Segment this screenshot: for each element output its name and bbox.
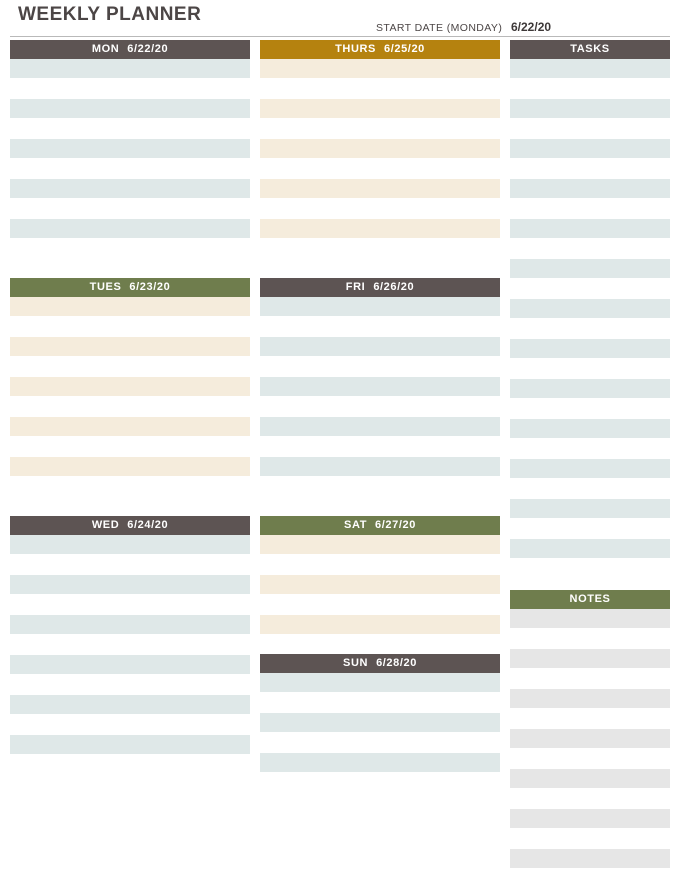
- row-group-wed: [10, 535, 250, 774]
- entry-row[interactable]: [10, 219, 250, 239]
- column-left: [10, 40, 250, 774]
- entry-row[interactable]: [260, 377, 500, 397]
- entry-row[interactable]: [10, 595, 250, 615]
- block-label: WED: [91, 519, 120, 531]
- entry-row[interactable]: [260, 59, 500, 79]
- entry-row[interactable]: [510, 419, 670, 439]
- entry-row[interactable]: [260, 357, 500, 377]
- entry-row[interactable]: [260, 773, 500, 792]
- block-date: 6/23/20: [129, 281, 171, 293]
- entry-row[interactable]: [260, 753, 500, 773]
- entry-row[interactable]: [510, 809, 670, 829]
- entry-row[interactable]: [260, 535, 500, 555]
- block-date: 6/25/20: [383, 43, 425, 55]
- entry-row[interactable]: [260, 457, 500, 477]
- entry-row[interactable]: [510, 729, 670, 749]
- entry-row[interactable]: [260, 317, 500, 337]
- entry-row[interactable]: [510, 359, 670, 379]
- column-middle: [260, 40, 500, 792]
- entry-row[interactable]: [10, 655, 250, 675]
- block-label: SUN: [343, 657, 369, 669]
- entry-row[interactable]: [510, 339, 670, 359]
- entry-row[interactable]: [510, 219, 670, 239]
- block-header-notes: [510, 590, 670, 609]
- entry-row[interactable]: [260, 575, 500, 595]
- block-sat: [260, 516, 500, 654]
- block-fri: [260, 278, 500, 516]
- entry-row[interactable]: [510, 629, 670, 649]
- entry-row[interactable]: [510, 179, 670, 199]
- entry-row[interactable]: [510, 479, 670, 499]
- entry-row[interactable]: [10, 199, 250, 219]
- entry-row[interactable]: [260, 179, 500, 199]
- entry-row[interactable]: [260, 99, 500, 119]
- block-date: 6/28/20: [376, 657, 417, 669]
- start-date-value[interactable]: 6/22/20: [511, 20, 552, 34]
- column-right: [510, 40, 670, 888]
- block-spacer: [260, 258, 500, 278]
- block-header-fri: [260, 278, 500, 297]
- entry-row[interactable]: [510, 399, 670, 419]
- entry-row[interactable]: [10, 437, 250, 457]
- block-date: 6/26/20: [373, 281, 415, 293]
- entry-row[interactable]: [260, 119, 500, 139]
- entry-row[interactable]: [260, 239, 500, 258]
- entry-row[interactable]: [510, 279, 670, 299]
- entry-row[interactable]: [10, 297, 250, 317]
- entry-row[interactable]: [10, 457, 250, 477]
- entry-row[interactable]: [10, 337, 250, 357]
- entry-row[interactable]: [510, 609, 670, 629]
- block-thurs: [260, 40, 500, 278]
- entry-row[interactable]: [10, 99, 250, 119]
- entry-row[interactable]: [510, 259, 670, 279]
- entry-row[interactable]: [510, 519, 670, 539]
- entry-row[interactable]: [10, 555, 250, 575]
- entry-row[interactable]: [10, 139, 250, 159]
- entry-row[interactable]: [10, 79, 250, 99]
- entry-row[interactable]: [510, 299, 670, 319]
- block-date: 6/22/20: [127, 43, 169, 55]
- entry-row[interactable]: [260, 673, 500, 693]
- entry-row[interactable]: [260, 337, 500, 357]
- block-wed: [10, 516, 250, 774]
- block-header-sat: [260, 516, 500, 535]
- entry-row[interactable]: [10, 735, 250, 755]
- block-header-wed: [10, 516, 250, 535]
- block-header-tues: [10, 278, 250, 297]
- row-group-tues: [10, 297, 250, 496]
- block-spacer: [260, 496, 500, 516]
- block-date: 6/27/20: [375, 519, 416, 531]
- block-notes: [510, 590, 670, 888]
- entry-row[interactable]: [260, 417, 500, 437]
- entry-row[interactable]: [10, 357, 250, 377]
- block-sun: [260, 654, 500, 792]
- entry-row[interactable]: [260, 615, 500, 635]
- entry-row[interactable]: [10, 59, 250, 79]
- entry-row[interactable]: [10, 755, 250, 774]
- entry-row[interactable]: [510, 319, 670, 339]
- entry-row[interactable]: [510, 749, 670, 769]
- block-spacer: [510, 578, 670, 590]
- entry-row[interactable]: [10, 377, 250, 397]
- entry-row[interactable]: [260, 555, 500, 575]
- entry-row[interactable]: [10, 535, 250, 555]
- block-label: TASKS: [570, 43, 610, 55]
- entry-row[interactable]: [10, 575, 250, 595]
- entry-row[interactable]: [260, 297, 500, 317]
- entry-row[interactable]: [10, 159, 250, 179]
- block-mon: [10, 40, 250, 278]
- entry-row[interactable]: [10, 675, 250, 695]
- header-divider: [10, 36, 670, 37]
- entry-row[interactable]: [10, 317, 250, 337]
- entry-row[interactable]: [510, 789, 670, 809]
- row-group-sat: [260, 535, 500, 654]
- entry-row[interactable]: [510, 689, 670, 709]
- entry-row[interactable]: [10, 397, 250, 417]
- block-spacer: [10, 258, 250, 278]
- entry-row[interactable]: [260, 477, 500, 496]
- entry-row[interactable]: [510, 869, 670, 888]
- entry-row[interactable]: [510, 709, 670, 729]
- entry-row[interactable]: [510, 79, 670, 99]
- block-label: NOTES: [569, 593, 611, 605]
- entry-row[interactable]: [10, 715, 250, 735]
- block-label: TUES: [89, 281, 122, 293]
- entry-row[interactable]: [510, 139, 670, 159]
- entry-row[interactable]: [510, 119, 670, 139]
- row-group-sun: [260, 673, 500, 792]
- entry-row[interactable]: [260, 199, 500, 219]
- entry-row[interactable]: [510, 239, 670, 259]
- entry-row[interactable]: [510, 499, 670, 519]
- block-date: 6/24/20: [127, 519, 169, 531]
- block-header-thurs: [260, 40, 500, 59]
- entry-row[interactable]: [510, 669, 670, 689]
- block-tasks: [510, 40, 670, 590]
- block-spacer: [10, 496, 250, 516]
- row-group-mon: [10, 59, 250, 258]
- entry-row[interactable]: [10, 119, 250, 139]
- entry-row[interactable]: [10, 239, 250, 258]
- start-date-label: START DATE (MONDAY): [376, 22, 503, 34]
- entry-row[interactable]: [10, 417, 250, 437]
- entry-row[interactable]: [260, 733, 500, 753]
- entry-row[interactable]: [510, 769, 670, 789]
- entry-row[interactable]: [510, 379, 670, 399]
- entry-row[interactable]: [510, 99, 670, 119]
- entry-row[interactable]: [510, 829, 670, 849]
- entry-row[interactable]: [260, 159, 500, 179]
- entry-row[interactable]: [260, 79, 500, 99]
- entry-row[interactable]: [510, 649, 670, 669]
- entry-row[interactable]: [260, 713, 500, 733]
- block-tues: [10, 278, 250, 516]
- block-label: MON: [91, 43, 120, 55]
- block-label: SAT: [344, 519, 368, 531]
- entry-row[interactable]: [510, 849, 670, 869]
- entry-row[interactable]: [10, 477, 250, 496]
- entry-row[interactable]: [510, 559, 670, 578]
- entry-row[interactable]: [260, 437, 500, 457]
- entry-row[interactable]: [510, 459, 670, 479]
- entry-row[interactable]: [510, 59, 670, 79]
- page-header: [0, 0, 680, 40]
- block-header-sun: [260, 654, 500, 673]
- row-group-notes: [510, 609, 670, 888]
- entry-row[interactable]: [510, 539, 670, 559]
- entry-row[interactable]: [260, 397, 500, 417]
- block-header-mon: [10, 40, 250, 59]
- row-group-thurs: [260, 59, 500, 258]
- entry-row[interactable]: [260, 595, 500, 615]
- block-label: FRI: [345, 281, 366, 293]
- entry-row[interactable]: [510, 159, 670, 179]
- entry-row[interactable]: [260, 139, 500, 159]
- entry-row[interactable]: [510, 439, 670, 459]
- entry-row[interactable]: [10, 695, 250, 715]
- entry-row[interactable]: [260, 635, 500, 654]
- row-group-tasks: [510, 59, 670, 578]
- entry-row[interactable]: [10, 635, 250, 655]
- entry-row[interactable]: [260, 693, 500, 713]
- block-label: THURS: [335, 43, 376, 55]
- block-header-tasks: [510, 40, 670, 59]
- row-group-fri: [260, 297, 500, 496]
- entry-row[interactable]: [10, 615, 250, 635]
- entry-row[interactable]: [510, 199, 670, 219]
- entry-row[interactable]: [260, 219, 500, 239]
- page-title: WEEKLY PLANNER: [18, 4, 202, 25]
- entry-row[interactable]: [10, 179, 250, 199]
